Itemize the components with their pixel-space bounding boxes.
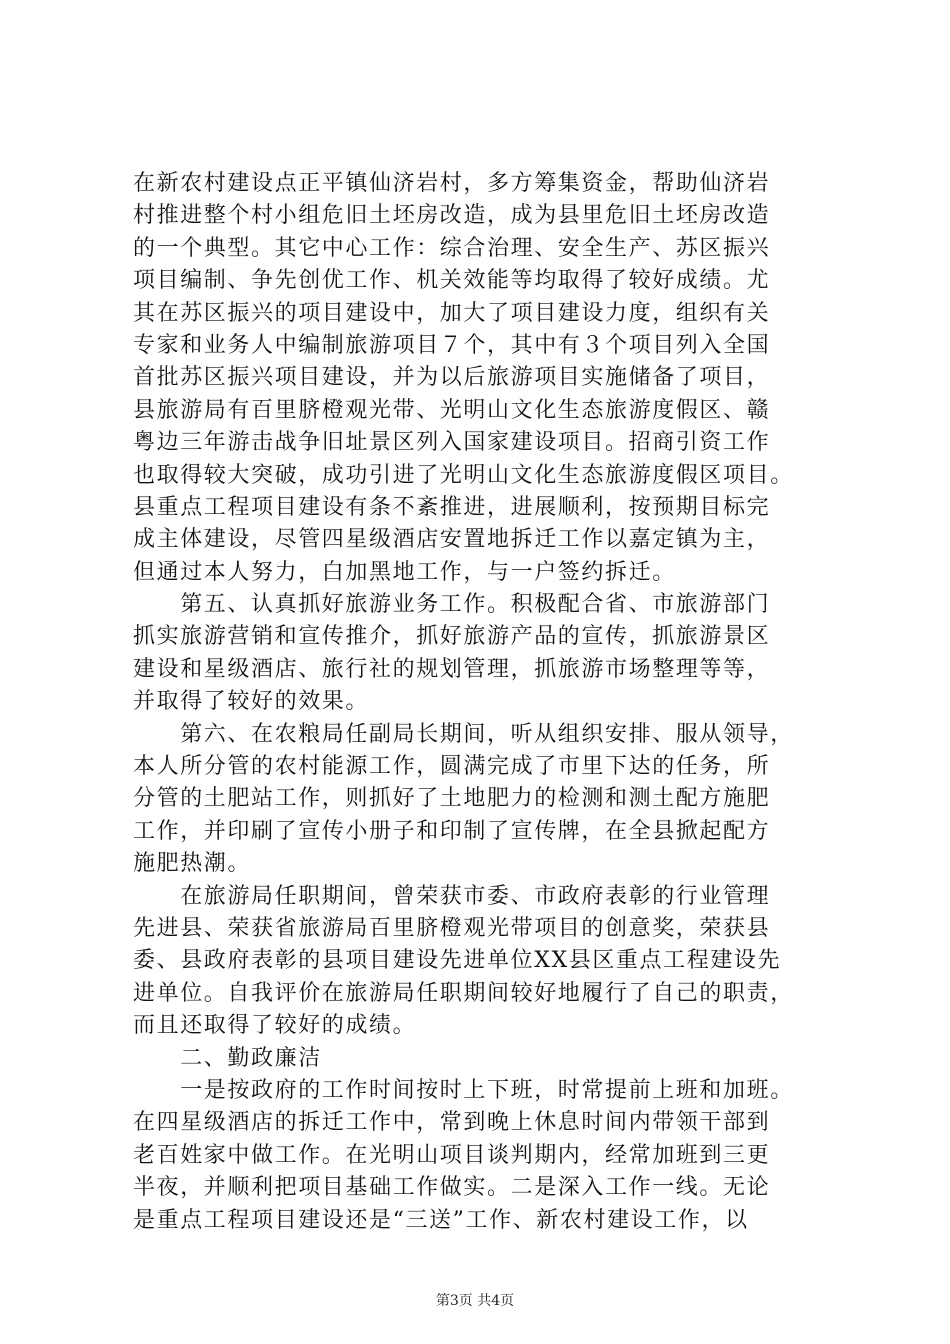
text-line: 抓实旅游营销和宣传推介，抓好旅游产品的宣传，抓旅游景区: [133, 624, 771, 650]
text-line: 粤边三年游击战争旧址景区列入国家建设项目。招商引资工作: [133, 430, 771, 456]
text-line: 施肥热潮。: [133, 851, 252, 877]
document-body: [133, 168, 843, 1237]
text-line: 而且还取得了较好的成绩。: [133, 1013, 417, 1039]
text-line: 在旅游局任职期间，曾荣获市委、市政府表彰的行业管理: [133, 883, 771, 909]
text-line: 首批苏区振兴项目建设，并为以后旅游项目实施储备了项目，: [133, 365, 771, 391]
text-line: 在四星级酒店的拆迁工作中，常到晚上休息时间内带领干部到: [133, 1110, 771, 1136]
text-line: 也取得较大突破，成功引进了光明山文化生态旅游度假区项目。: [133, 462, 794, 488]
text-line: 县重点工程项目建设有条不紊推进，进展顺利，按预期目标完: [133, 494, 771, 520]
text-line: 项目编制、争先创优工作、机关效能等均取得了较好成绩。尤: [133, 268, 771, 294]
text-line: 成主体建设，尽管四星级酒店安置地拆迁工作以嘉定镇为主，: [133, 527, 771, 553]
text-line: 并取得了较好的效果。: [133, 689, 370, 715]
text-line: 本人所分管的农村能源工作，圆满完成了市里下达的任务，所: [133, 754, 771, 780]
text-line: 在新农村建设点正平镇仙济岩村，多方筹集资金，帮助仙济岩: [133, 171, 771, 196]
text-line: 委、县政府表彰的县项目建设先进单位XX县区重点工程建设先: [133, 948, 782, 974]
text-line: 村推进整个村小组危旧土坯房改造，成为县里危旧土坯房改造: [133, 203, 771, 229]
text-line: 一是按政府的工作时间按时上下班，时常提前上班和加班。: [133, 1077, 794, 1103]
text-line: 分管的土肥站工作，则抓好了土地肥力的检测和测土配方施肥: [133, 786, 771, 812]
text-line: 进单位。自我评价在旅游局任职期间较好地履行了自己的职责，: [133, 980, 794, 1006]
text-line: 二、勤政廉洁: [133, 1045, 322, 1071]
text-line: 工作，并印刷了宣传小册子和印制了宣传牌，在全县掀起配方: [133, 818, 771, 844]
text-line: 专家和业务人中编制旅游项目７个，其中有３个项目列入全国: [133, 332, 771, 358]
text-line: 的一个典型。其它中心工作：综合治理、安全生产、苏区振兴: [133, 235, 771, 261]
text-line: 先进县、荣获省旅游局百里脐橙观光带项目的创意奖，荣获县: [133, 915, 771, 941]
text-line: 第五、认真抓好旅游业务工作。积极配合省、市旅游部门: [133, 592, 771, 618]
text-line: 但通过本人努力，白加黑地工作，与一户签约拆迁。: [133, 559, 676, 585]
text-line: 县旅游局有百里脐橙观光带、光明山文化生态旅游度假区、赣: [133, 397, 771, 423]
page-footer: 第3页 共4页: [435, 1293, 515, 1309]
text-line: 老百姓家中做工作。在光明山项目谈判期内，经常加班到三更: [133, 1142, 771, 1168]
text-line: 半夜，并顺利把项目基础工作做实。二是深入工作一线。无论: [133, 1175, 771, 1201]
text-line: 建设和星级酒店、旅行社的规划管理，抓旅游市场整理等等，: [133, 656, 771, 682]
text-line: 第六、在农粮局任副局长期间，听从组织安排、服从领导，: [133, 721, 794, 747]
text-line: 其在苏区振兴的项目建设中，加大了项目建设力度，组织有关: [133, 300, 771, 326]
text-line: 是重点工程项目建设还是“三送”工作、新农村建设工作，以: [133, 1207, 749, 1233]
